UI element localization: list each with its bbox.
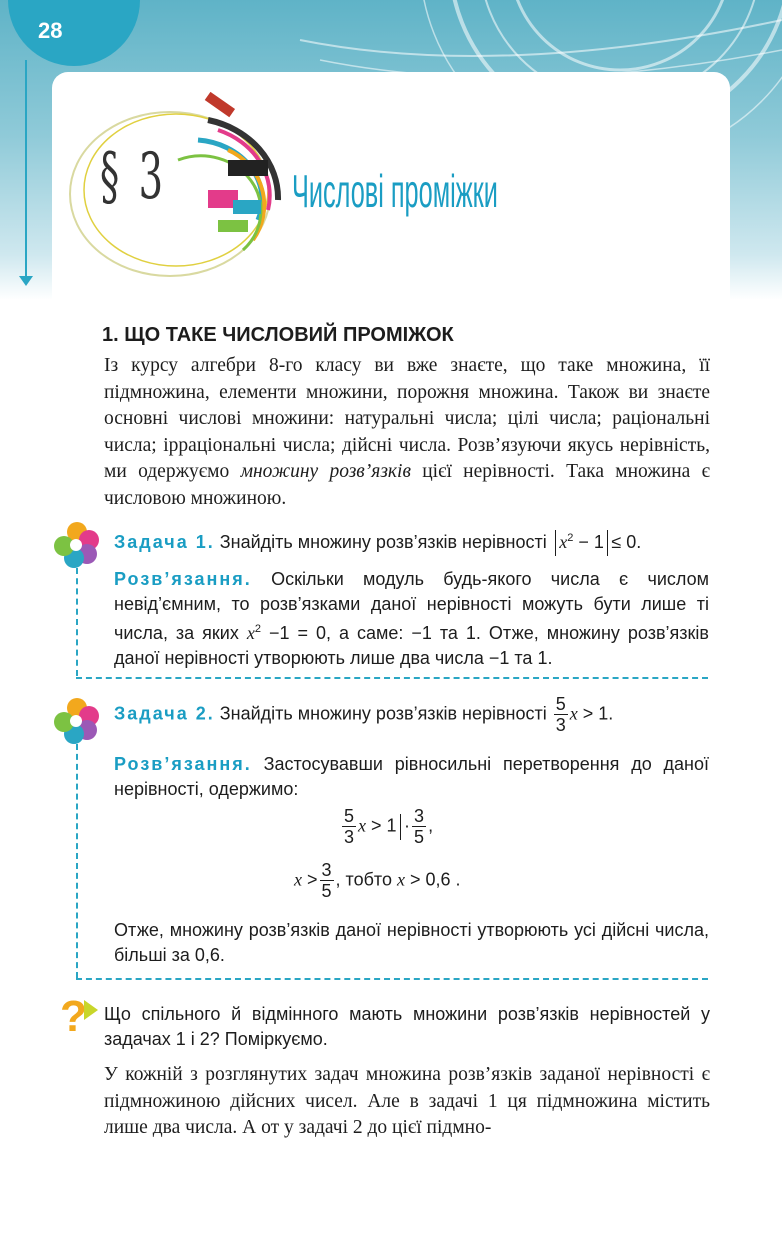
question-text: Що спільного й відмінного мають множини розв’язків нерівностей у задачах 1 і 2? Поміркуємо. <box>104 1004 710 1049</box>
task1-solution-label: Розв’язання. <box>114 569 252 589</box>
task2-divider <box>76 978 708 980</box>
intro-text: Із курсу алгебри 8-го класу ви вже знаєте, що таке множина, її підмножина, елементи множини, порожня множина. Також ви знаєте основні числові множини: натуральні числа; цілі числа; раціональні числа; ірраціональні числа; дійсні числа. Розв’язуючи якусь нерівність, ми одержуємо <box>104 355 710 482</box>
task1-equation: −1 = 0 <box>260 623 326 643</box>
task1-compare: ≤ 0. <box>611 532 642 552</box>
flower-icon <box>52 520 102 570</box>
task1-divider <box>76 677 708 679</box>
task2-conclusion: Отже, множину розв’язків даної нерівності утворюють усі дійсні числа, більші за 0,6. <box>114 920 709 965</box>
section-number: § 3 <box>100 140 167 214</box>
page-number: 28 <box>38 18 63 43</box>
task2-solution-label: Розв’язання. <box>114 754 252 774</box>
task1-solution: Розв’язання. Оскільки модуль будь-якого числа є числом невід’ємним, то розв’язками даної нерівності можуть бути лише ті числа, за яких $x^2 -1 = 0$, а саме: −1 та 1. Отже, множину розв’язків даної нерівності утворюють лише два числа −1 та 1. <box>114 569 709 668</box>
question-pointer-icon <box>84 1000 98 1020</box>
margin-arrow-icon <box>19 276 33 286</box>
task2-label: Задача 2. <box>114 703 215 724</box>
margin-line <box>25 60 27 282</box>
section-emblem <box>58 90 298 290</box>
task1-solution-a: Оскільки модуль будь-якого числа є числом невід’ємним, то розв’язками даної нерівності можуть бути лише ті числа, за яких <box>114 569 709 643</box>
subsection-heading: 1. ЩО ТАКЕ ЧИСЛОВИЙ ПРОМІЖОК <box>102 324 454 346</box>
task2-equation-2: x > $\frac{3}{5}$ , тобто x > 0,6 . <box>294 860 461 901</box>
task1-border <box>76 568 78 676</box>
task1-solution-b: , а саме: −1 та 1. Отже, множину розв’язків даної нерівності утворюють лише два числа −1 та 1. <box>114 623 709 668</box>
intro-italic: множину розв’язків <box>240 461 411 482</box>
task1-label: Задача 1. <box>114 532 215 552</box>
task1-title: Задача 1. Знайдіть множину розв’язків нерівності $x^2 - 1 \le 0$. <box>114 526 641 556</box>
question-mark-icon: ? <box>60 992 87 1041</box>
task2-solution-a: Застосувавши рівносильні перетворення до даної нерівності, одержимо: <box>114 754 709 799</box>
task1-text: Знайдіть множину розв’язків нерівності <box>219 532 547 552</box>
closing-text: У кожній з розглянутих задач множина розв’язків заданої нерівності є підмножиною дійсних чисел. Але в задачі 1 ця підмножина містить лише два числа. А от у задачі 2 до цієї підмно- <box>104 1064 710 1138</box>
closing-paragraph <box>66 1062 710 1142</box>
task2-border <box>76 744 78 978</box>
intro-end: цієї нерівності. Така множина є числовою множиною. <box>104 461 710 509</box>
task2-title: Задача 2. Знайдіть множину розв’язків нерівності $\frac{5}{3}$ x > 1. <box>114 694 614 735</box>
section-title: Числові проміжки <box>292 165 498 217</box>
intro-paragraph <box>66 353 710 512</box>
task2-text: Знайдіть множину розв’язків нерівності <box>219 703 547 724</box>
task2-equation-1: $\frac{5}{3}$ x > 1 · $\frac{3}{5}$ , <box>344 806 434 847</box>
task2-solution <box>114 752 709 802</box>
flower-icon <box>52 696 102 746</box>
